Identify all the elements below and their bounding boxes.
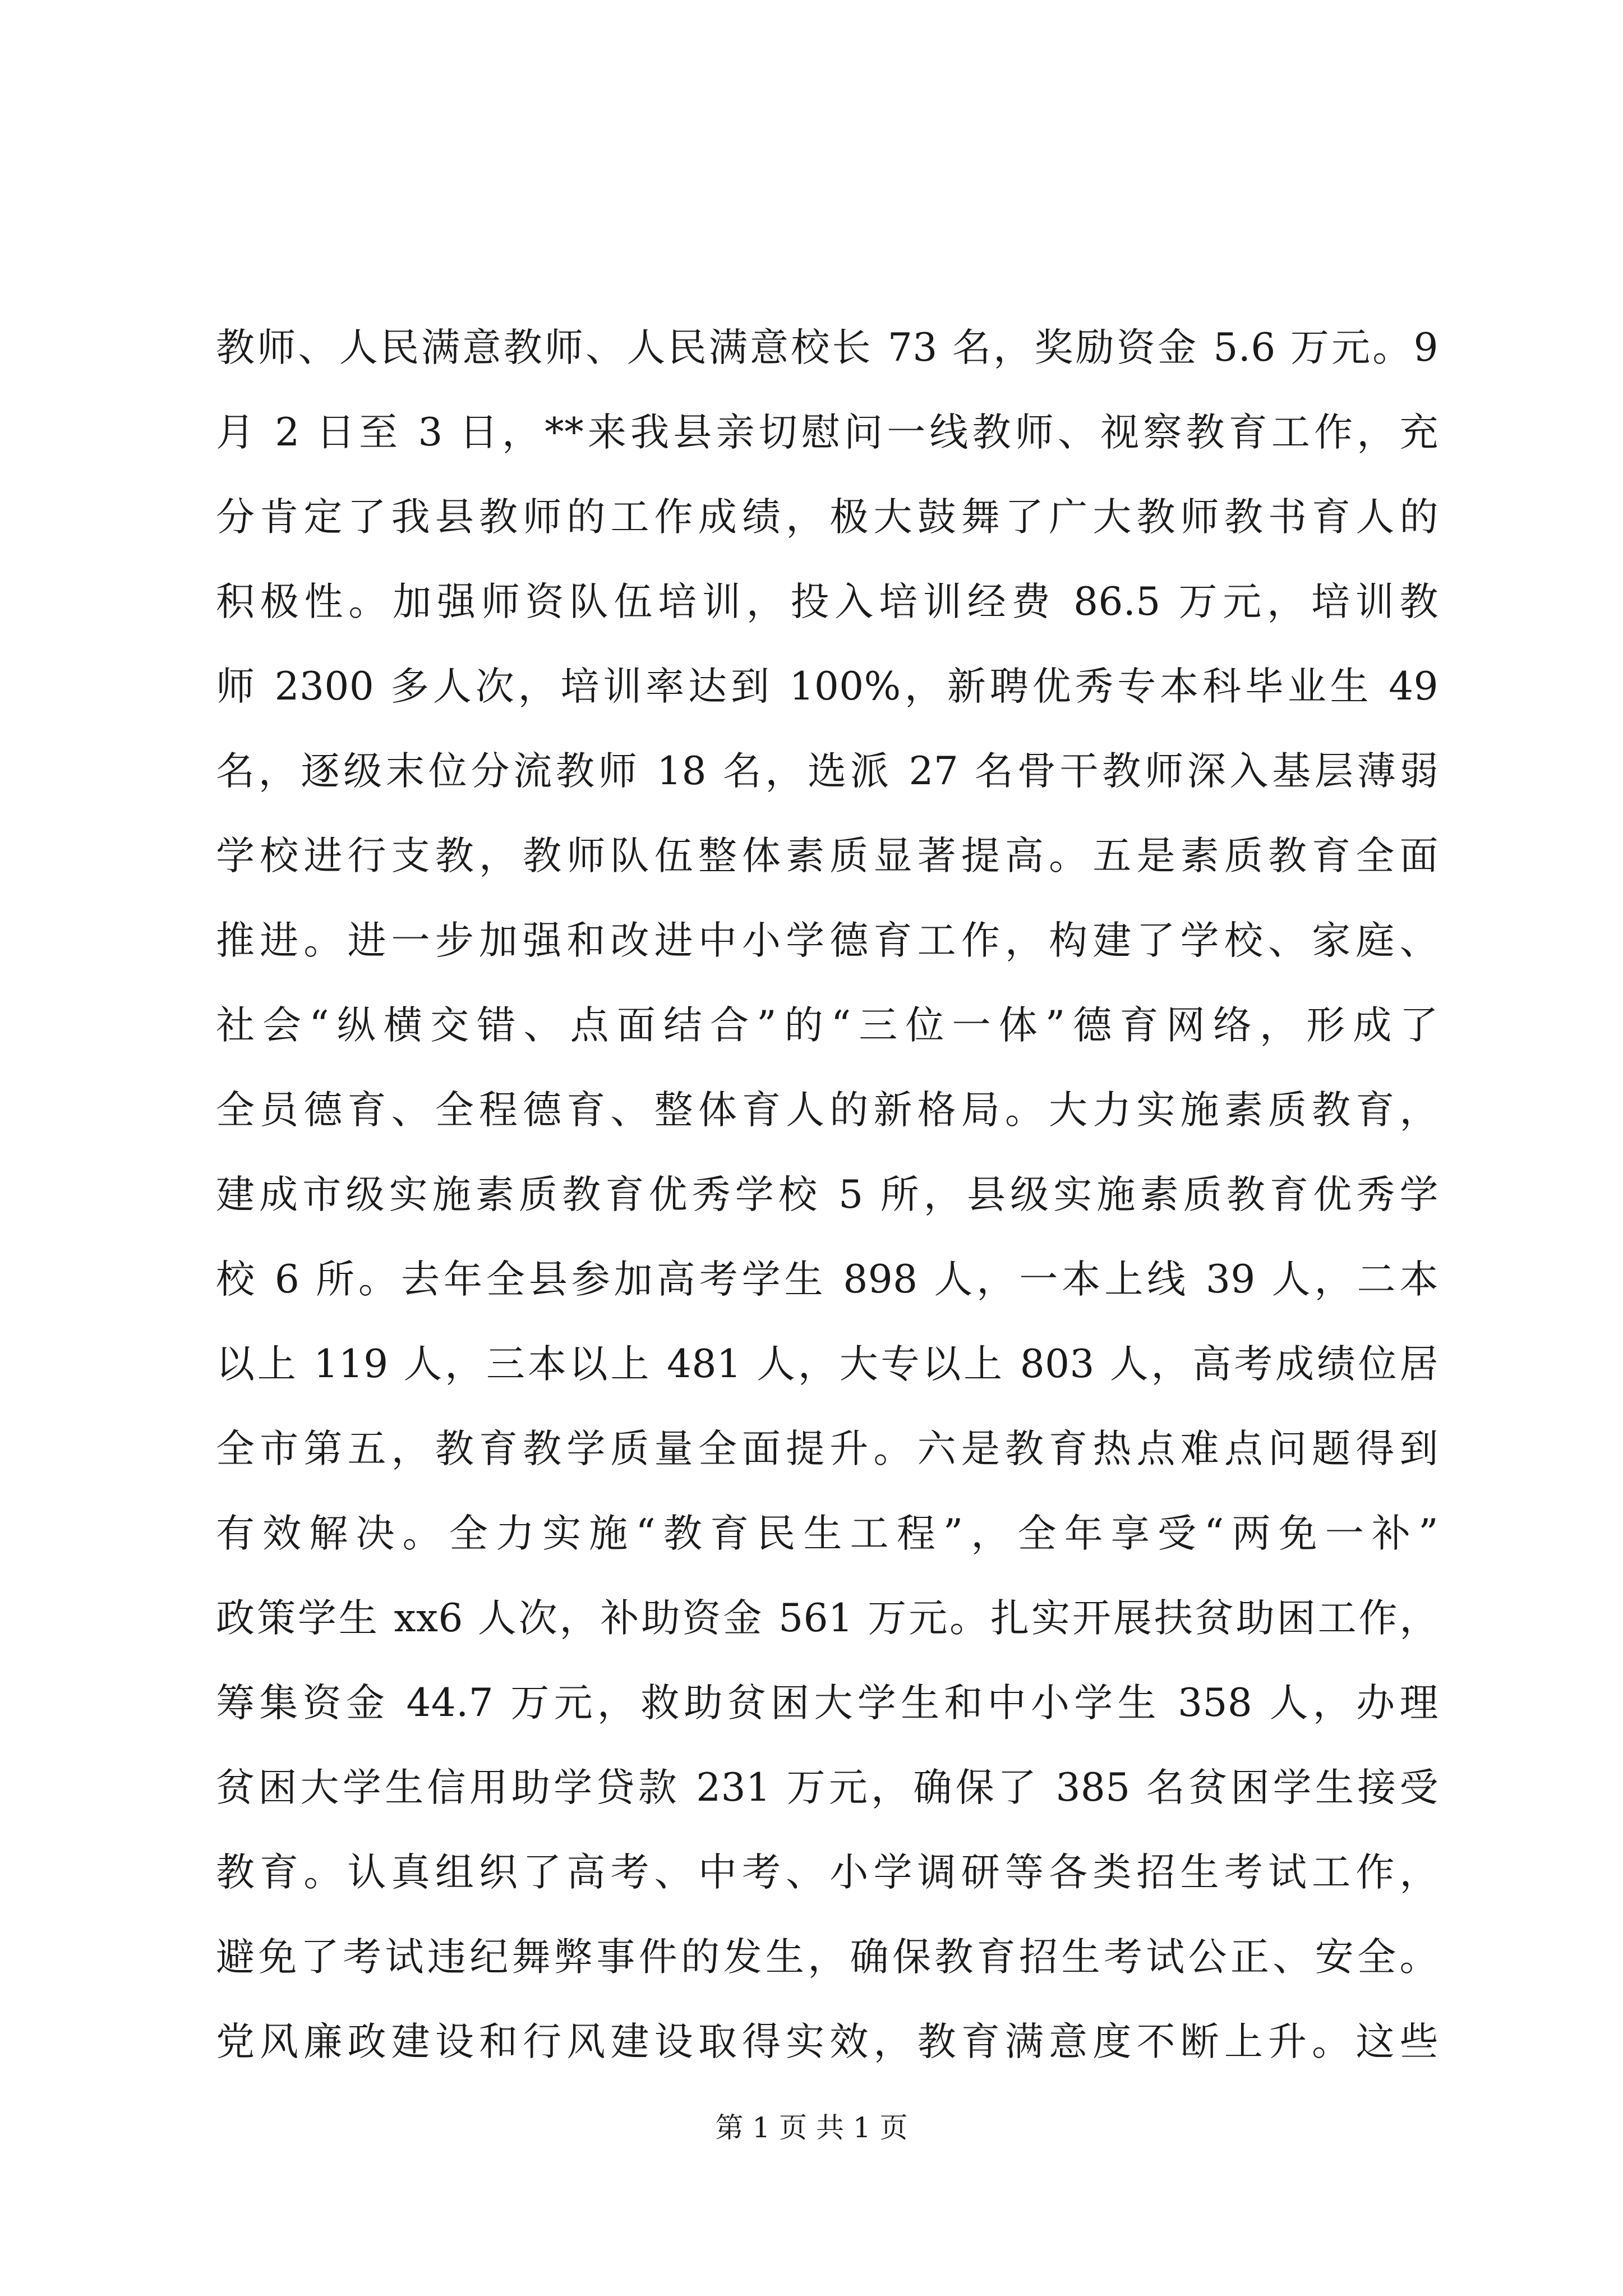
text-line-12: 校 6 所。去年全县参加高考学生 898 人，一本上线 39 人，二本 xyxy=(216,1257,1438,1302)
text-line-5: 师 2300 多人次，培训率达到 100%，新聘优秀专本科毕业生 49 xyxy=(216,664,1438,709)
text-line-14: 全市第五，教育教学质量全面提升。六是教育热点难点问题得到 xyxy=(216,1427,1438,1471)
text-line-13: 以上 119 人，三本以上 481 人，大专以上 803 人，高考成绩位居 xyxy=(216,1342,1438,1387)
text-line-6: 名，逐级末位分流教师 18 名，选派 27 名骨干教师深入基层薄弱 xyxy=(216,749,1438,794)
text-line-7: 学校进行支教，教师队伍整体素质显著提高。五是素质教育全面 xyxy=(216,834,1438,878)
text-line-18: 贫困大学生信用助学贷款 231 万元，确保了 385 名贫困学生接受 xyxy=(216,1765,1438,1810)
body-paragraph xyxy=(216,306,1438,2085)
text-line-8: 推进。进一步加强和改进中小学德育工作，构建了学校、家庭、 xyxy=(216,918,1438,963)
text-line-20: 避免了考试违纪舞弊事件的发生，确保教育招生考试公正、安全。 xyxy=(216,1935,1438,1980)
page-footer: 第 1 页 共 1 页 xyxy=(715,2111,908,2144)
text-line-3: 分肯定了我县教师的工作成绩，极大鼓舞了广大教师教书育人的 xyxy=(216,495,1438,540)
text-line-10: 全员德育、全程德育、整体育人的新格局。大力实施素质教育， xyxy=(216,1088,1438,1133)
text-line-21: 党风廉政建设和行风建设取得实效，教育满意度不断上升。这些 xyxy=(216,2019,1438,2064)
text-line-4: 积极性。加强师资队伍培训，投入培训经费 86.5 万元，培训教 xyxy=(216,579,1438,624)
text-line-11: 建成市级实施素质教育优秀学校 5 所，县级实施素质教育优秀学 xyxy=(216,1172,1438,1217)
text-line-1: 教师、人民满意教师、人民满意校长 73 名，奖励资金 5.6 万元。9 xyxy=(216,325,1438,370)
text-line-9: 社会“纵横交错、点面结合”的“三位一体”德育网络，形成了 xyxy=(216,1003,1438,1048)
text-line-2: 月 2 日至 3 日，**来我县亲切慰问一线教师、视察教育工作，充 xyxy=(216,410,1438,455)
text-line-16: 政策学生 xx6 人次，补助资金 561 万元。扎实开展扶贫助困工作， xyxy=(216,1596,1438,1641)
text-line-19: 教育。认真组织了高考、中考、小学调研等各类招生考试工作， xyxy=(216,1850,1438,1895)
text-line-15: 有效解决。全力实施“教育民生工程”，全年享受“两免一补” xyxy=(216,1511,1438,1556)
text-line-17: 筹集资金 44.7 万元，救助贫困大学生和中小学生 358 人，办理 xyxy=(216,1681,1438,1726)
